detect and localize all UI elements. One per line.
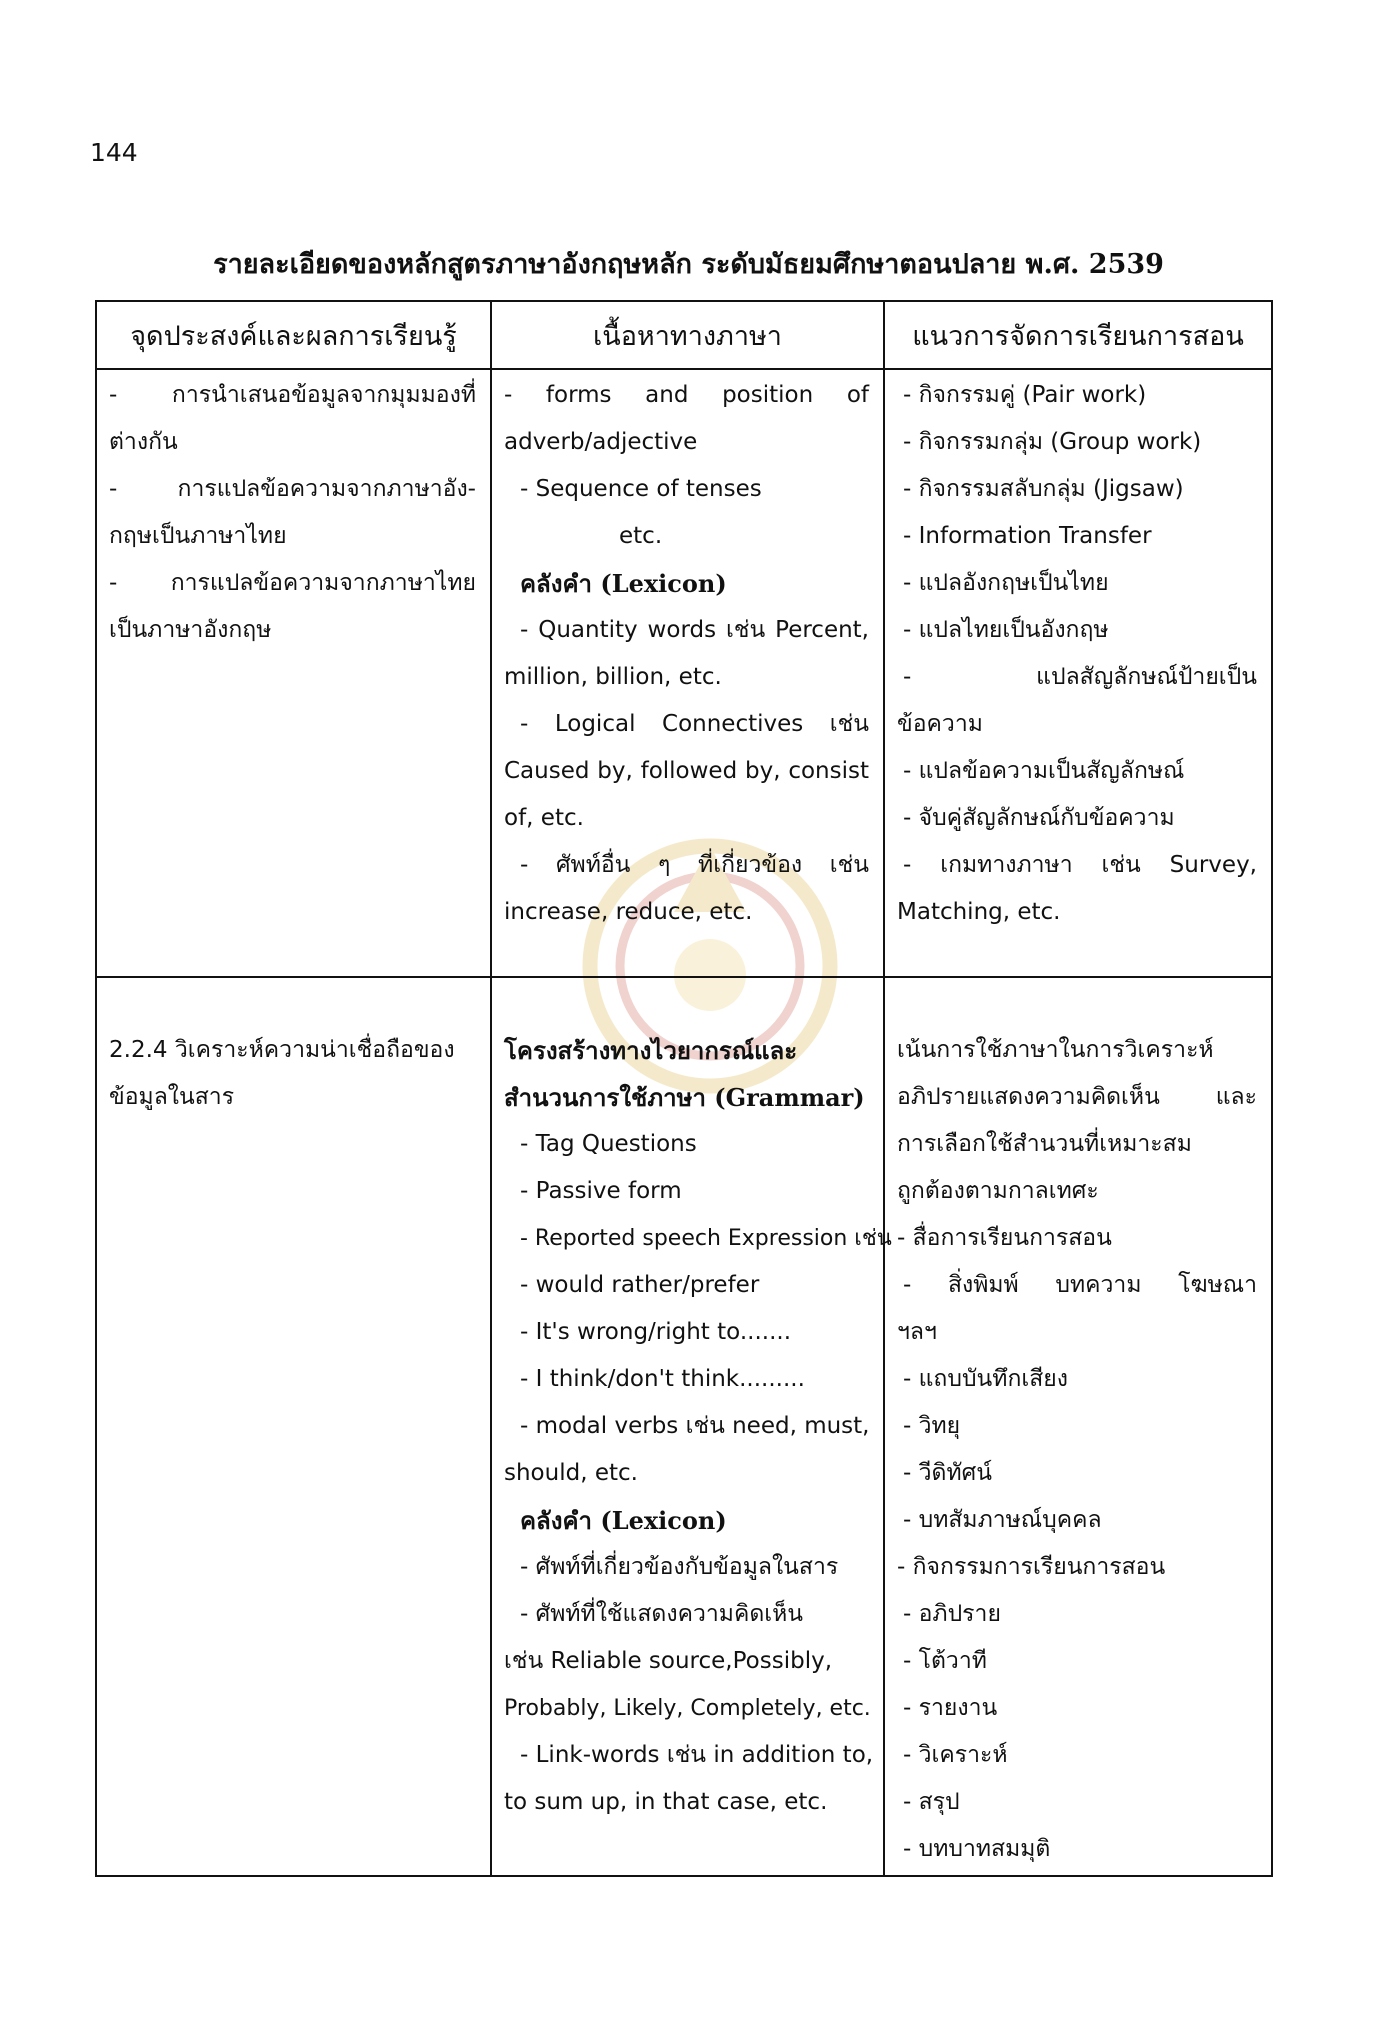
section-heading: คลังคำ (Lexicon) <box>520 1506 727 1535</box>
content-cell <box>491 977 892 1876</box>
list-item: - วิทยุ <box>903 1413 961 1439</box>
list-item: - Logical Connectives เช่น <box>520 711 869 737</box>
section-heading: สำนวนการใช้ภาษา (Grammar) <box>504 1083 865 1112</box>
list-item: - แปลสัญลักษณ์ป้ายเป็น <box>903 664 1257 690</box>
list-item: - กิจกรรมการเรียนการสอน <box>897 1554 1166 1580</box>
list-item: - Passive form <box>520 1178 682 1204</box>
list-item: - Sequence of tenses <box>520 476 762 502</box>
table-header-row <box>96 301 1272 369</box>
list-item: - จับคู่สัญลักษณ์กับข้อความ <box>903 805 1175 831</box>
content-cell <box>491 369 884 977</box>
list-item: - การแปลข้อความจากภาษาอัง- <box>109 476 476 502</box>
list-item: million, billion, etc. <box>504 664 722 690</box>
list-item: - เกมทางภาษา เช่น Survey, <box>903 852 1257 878</box>
list-item: adverb/adjective <box>504 429 698 455</box>
table-row <box>96 369 1272 977</box>
list-item: เช่น Reliable source,Possibly, <box>504 1648 833 1674</box>
list-item: ข้อความ <box>897 711 983 737</box>
section-heading: โครงสร้างทางไวยากรณ์และ <box>504 1036 798 1065</box>
list-item: etc. <box>619 523 663 549</box>
list-item: - Tag Questions <box>520 1131 697 1157</box>
list-item: increase, reduce, etc. <box>504 899 753 925</box>
list-item: - กิจกรรมคู่ (Pair work) <box>903 382 1147 408</box>
list-item: - would rather/prefer <box>520 1272 760 1298</box>
page-number: 144 <box>90 138 138 167</box>
list-item: - I think/don't think......... <box>520 1366 805 1392</box>
list-item: - โต้วาที <box>903 1648 987 1674</box>
list-item: Matching, etc. <box>897 899 1061 925</box>
list-item: - อภิปราย <box>903 1601 1001 1627</box>
list-item: - กิจกรรมกลุ่ม (Group work) <box>903 429 1202 455</box>
list-item: Caused by, followed by, consist <box>504 758 869 784</box>
objectives-cell <box>96 369 491 977</box>
list-item: - วีดิทัศน์ <box>903 1460 992 1486</box>
list-item: - การแปลข้อความจากภาษาไทย <box>109 570 476 596</box>
list-item: - modal verbs เช่น need, must, <box>520 1413 870 1439</box>
list-item: - สรุป <box>903 1789 960 1815</box>
list-item: ถูกต้องตามกาลเทศะ <box>897 1178 1099 1204</box>
list-item: - กิจกรรมสลับกลุ่ม (Jigsaw) <box>903 476 1184 502</box>
list-item: เป็นภาษาอังกฤษ <box>109 617 272 643</box>
list-item: - Quantity words เช่น Percent, <box>520 617 869 643</box>
page-title: รายละเอียดของหลักสูตรภาษาอังกฤษหลัก ระดับมัธยมศึกษาตอนปลาย พ.ศ. 2539 <box>213 249 1164 280</box>
list-item: - รายงาน <box>903 1695 998 1721</box>
list-item: ฯลฯ <box>897 1319 937 1345</box>
list-item: - แปลอังกฤษเป็นไทย <box>903 570 1109 596</box>
list-item: - Information Transfer <box>903 523 1152 549</box>
list-item: - ศัพท์อื่น ๆ ที่เกี่ยวข้อง เช่น <box>520 852 869 878</box>
list-item: - บทบาทสมมุติ <box>903 1836 1051 1862</box>
list-item: - ศัพท์ที่เกี่ยวข้องกับข้อมูลในสาร <box>520 1554 839 1580</box>
list-item: อภิปรายแสดงความคิดเห็น และ <box>897 1084 1257 1110</box>
curriculum-table <box>95 300 1273 1877</box>
list-item: 2.2.4 วิเคราะห์ความน่าเชื่อถือของ <box>109 1037 455 1063</box>
list-item: - ศัพท์ที่ใช้แสดงความคิดเห็น <box>520 1601 804 1627</box>
list-item: should, etc. <box>504 1460 638 1486</box>
list-item: การเลือกใช้สำนวนที่เหมาะสม <box>897 1131 1192 1157</box>
table-row <box>96 977 1272 1876</box>
list-item: Probably, Likely, Completely, etc. <box>504 1696 871 1721</box>
list-item: - Reported speech Expression เช่น <box>520 1226 892 1251</box>
list-item: ข้อมูลในสาร <box>109 1084 235 1110</box>
section-heading: คลังคำ (Lexicon) <box>520 569 727 598</box>
list-item: ต่างกัน <box>109 429 178 455</box>
header-content: เนื้อหาทางภาษา <box>491 301 884 369</box>
list-item: - forms and position of <box>504 382 869 408</box>
list-item: - สื่อการเรียนการสอน <box>897 1225 1112 1251</box>
teaching-cell <box>884 977 1272 1876</box>
list-item: - วิเคราะห์ <box>903 1742 1008 1768</box>
list-item: - แปลไทยเป็นอังกฤษ <box>903 617 1109 643</box>
teaching-cell <box>884 369 1272 977</box>
list-item: เน้นการใช้ภาษาในการวิเคราะห์ <box>897 1037 1214 1063</box>
objectives-cell <box>96 977 491 1876</box>
list-item: - Link-words เช่น in addition to, <box>520 1742 874 1768</box>
list-item: - แปลข้อความเป็นสัญลักษณ์ <box>903 758 1185 784</box>
list-item: กฤษเป็นภาษาไทย <box>109 523 287 549</box>
header-objectives: จุดประสงค์และผลการเรียนรู้ <box>96 301 491 369</box>
list-item: - การนำเสนอข้อมูลจากมุมมองที่ <box>109 382 476 408</box>
list-item: to sum up, in that case, etc. <box>504 1789 828 1815</box>
header-teaching: แนวการจัดการเรียนการสอน <box>884 301 1272 369</box>
list-item: - บทสัมภาษณ์บุคคล <box>903 1507 1102 1533</box>
list-item: - สิ่งพิมพ์ บทความ โฆษณา <box>903 1272 1257 1298</box>
list-item: - แถบบันทึกเสียง <box>903 1366 1068 1392</box>
list-item: - It's wrong/right to....... <box>520 1319 792 1345</box>
list-item: of, etc. <box>504 805 584 831</box>
